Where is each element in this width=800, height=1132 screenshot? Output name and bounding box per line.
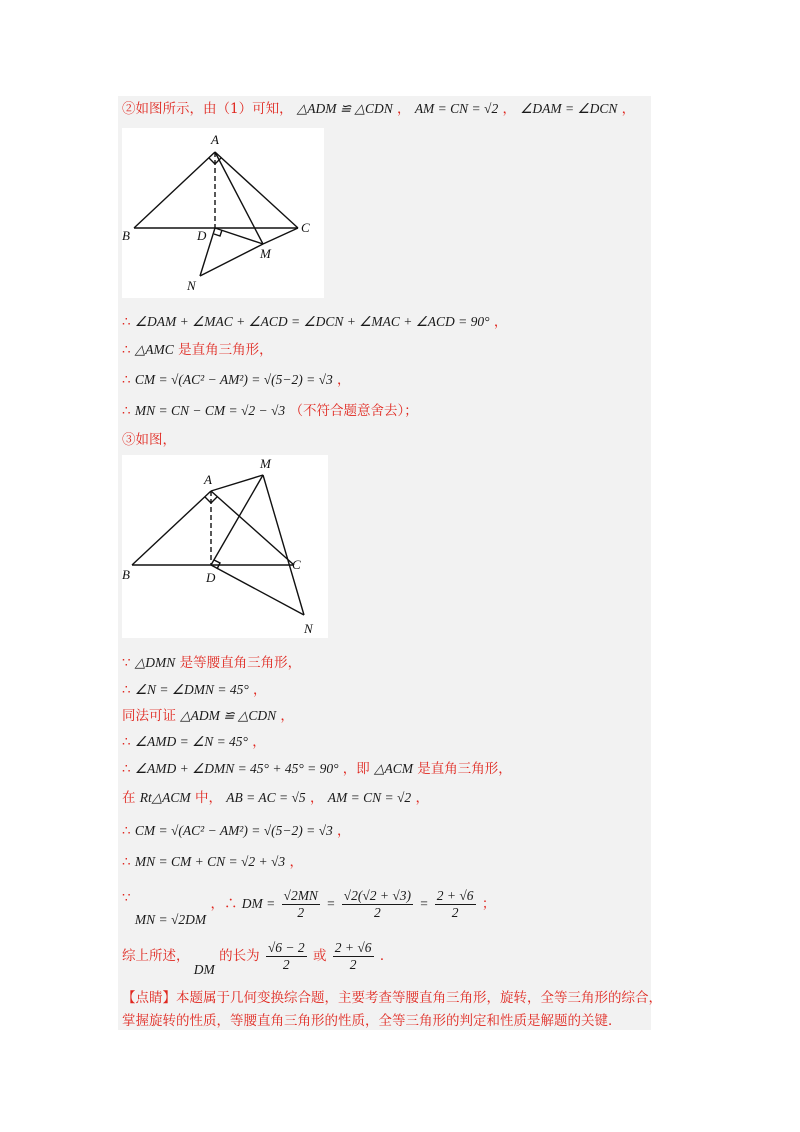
label-n: N: [304, 621, 313, 636]
line-18: [122, 1012, 622, 1030]
because-symbol: ∵: [122, 655, 131, 671]
congruence-adm-cdn: △ADM ≌ △CDN: [180, 708, 277, 723]
segment-ac: [215, 152, 298, 228]
fraction-2-num: √2(√2 + √3): [343, 888, 412, 903]
sep: ，: [621, 101, 636, 117]
answer-fraction-2: [333, 940, 374, 973]
right-angle-d: [214, 230, 222, 236]
line-16-text: 综上所述，: [122, 948, 190, 964]
label-d: D: [206, 570, 216, 585]
mn-calc: MN = CN − CM = √2 − √3: [134, 403, 286, 418]
line-6: [122, 431, 176, 449]
label-b: B: [122, 567, 130, 582]
angle-n-eq: ∠N = ∠DMN = 45°: [134, 682, 249, 697]
sep: ，: [280, 708, 294, 724]
line-15: [122, 888, 495, 930]
figure-2: [122, 455, 328, 638]
label-c: C: [292, 557, 301, 572]
segment-mn: [263, 475, 304, 615]
line-12-text-2: 中，: [194, 790, 222, 806]
line-16: [122, 940, 393, 980]
line-11-text-2: 是直角三角形，: [417, 761, 512, 777]
sep: ．: [379, 948, 394, 964]
answer-fraction-2-num: 2 + √6: [334, 940, 372, 955]
therefore-symbol: ∴: [122, 854, 131, 870]
segment-nm: [200, 244, 263, 276]
line-9-text: 同法可证: [122, 708, 176, 724]
figure-1: [122, 128, 324, 298]
line-1: [122, 100, 635, 118]
fraction-1: [282, 888, 320, 921]
angle-dam-dcn: ∠DAM = ∠DCN: [520, 101, 618, 116]
therefore-symbol: ∴: [122, 734, 131, 750]
line-10: [122, 733, 266, 751]
sep: ，: [252, 734, 266, 750]
mn-calc: MN = CM + CN = √2 + √3: [134, 854, 286, 869]
line-14: [122, 853, 303, 871]
answer-fraction-2-den: 2: [349, 957, 357, 972]
triangle-dmn: △DMN: [134, 655, 176, 670]
sep: ，: [337, 372, 351, 388]
fraction-3-num: 2 + √6: [436, 888, 474, 903]
sep: ，: [502, 101, 516, 117]
cm-calc: CM = √(AC² − AM²) = √(5−2) = √3: [134, 823, 333, 838]
line-7-text: 是等腰直角三角形，: [179, 655, 302, 671]
sep: ，: [253, 682, 267, 698]
cm-calc: CM = √(AC² − AM²) = √(5−2) = √3: [134, 372, 333, 387]
ab-ac-eq: AB = AC = √5: [226, 790, 306, 805]
label-a: A: [211, 132, 219, 147]
line-11-text: ，即: [342, 761, 370, 777]
mn-dm-relation: MN = √2DM: [134, 912, 207, 927]
label-m: M: [260, 456, 271, 471]
answer-fraction-1: [266, 940, 307, 973]
segment-dn: [211, 565, 304, 615]
am-cn-eq: AM = CN = √2: [414, 101, 499, 116]
label-c: C: [301, 220, 310, 235]
therefore-symbol: ∴: [122, 682, 131, 698]
therefore-symbol: ∴: [122, 403, 131, 419]
therefore-symbol: ∴: [122, 372, 131, 388]
triangle-amc: △AMC: [134, 342, 174, 357]
answer-fraction-1-den: 2: [282, 957, 290, 972]
eq: =: [419, 896, 429, 911]
line-2: [122, 313, 507, 331]
line-5: [122, 402, 418, 420]
line-4: [122, 371, 351, 389]
segment-ab: [132, 491, 211, 565]
because-symbol: ∵: [122, 890, 131, 906]
line-3: [122, 341, 273, 359]
line-16-text-2: 的长为: [219, 948, 260, 964]
fraction-2-den: 2: [373, 905, 381, 920]
line-13: [122, 822, 351, 840]
therefore-symbol: ∴: [122, 342, 131, 358]
line-5-text: （不符合题意舍去）；: [289, 403, 418, 419]
angle-sum-eq: ∠DAM + ∠MAC + ∠ACD = ∠DCN + ∠MAC + ∠ACD = 90°: [134, 314, 490, 329]
segment-cm: [263, 228, 298, 244]
answer-fraction-1-num: √6 − 2: [267, 940, 305, 955]
line-6-text: ③如图，: [122, 432, 176, 448]
line-9: [122, 707, 294, 725]
sep: ，: [397, 101, 411, 117]
sep: ；: [481, 896, 496, 912]
line-8: [122, 681, 267, 699]
line-12-text: 在: [122, 790, 136, 806]
sep: ，: [309, 790, 324, 806]
angle-sum-90: ∠AMD + ∠DMN = 45° + 45° = 90°: [134, 761, 339, 776]
fraction-3: [435, 888, 476, 921]
fraction-3-den: 2: [451, 905, 459, 920]
line-11: [122, 760, 512, 778]
line-16-or: 或: [312, 948, 327, 964]
line-12: [122, 789, 429, 807]
sep: ，: [337, 823, 351, 839]
fraction-1-num: √2MN: [283, 888, 318, 903]
therefore-symbol: ∴: [122, 314, 131, 330]
label-b: B: [122, 228, 130, 243]
label-d: D: [197, 228, 207, 243]
label-n: N: [187, 278, 196, 293]
angle-amd-eq: ∠AMD = ∠N = 45°: [134, 734, 248, 749]
line-17: [122, 989, 662, 1007]
congruence-adm-cdn: △ADM ≌ △CDN: [296, 101, 393, 116]
am-cn-eq: AM = CN = √2: [327, 790, 412, 805]
therefore-symbol: ∴: [122, 823, 131, 839]
segment-ac: [211, 491, 294, 565]
rt-triangle-acm: Rt△ACM: [139, 790, 191, 805]
segment-ab: [134, 152, 215, 228]
line-7: [122, 654, 301, 672]
sep: ，: [493, 314, 508, 330]
eq: =: [326, 896, 336, 911]
sep: ，∴: [210, 896, 238, 912]
figure-1-svg: [122, 128, 324, 298]
therefore-symbol: ∴: [122, 761, 131, 777]
sep: ，: [415, 790, 429, 806]
label-a: A: [204, 472, 212, 487]
fraction-2: [342, 888, 413, 921]
triangle-acm: △ACM: [374, 761, 413, 776]
comment-line-2: 掌握旋转的性质，等腰直角三角形的性质，全等三角形的判定和性质是解题的关键．: [122, 1013, 622, 1029]
figure-2-svg: [122, 455, 328, 638]
dm-label: DM: [193, 962, 215, 977]
line-3-text: 是直角三角形，: [178, 342, 273, 358]
comment-line-1: 【点睛】本题属于几何变换综合题，主要考查等腰直角三角形，旋转，全等三角形的综合，: [122, 990, 662, 1006]
sep: ，: [289, 854, 303, 870]
label-m: M: [260, 246, 271, 261]
dm-label: DM =: [241, 896, 276, 911]
fraction-1-den: 2: [297, 905, 305, 920]
line-1-text: ②如图所示，由（1）可知，: [122, 101, 293, 117]
